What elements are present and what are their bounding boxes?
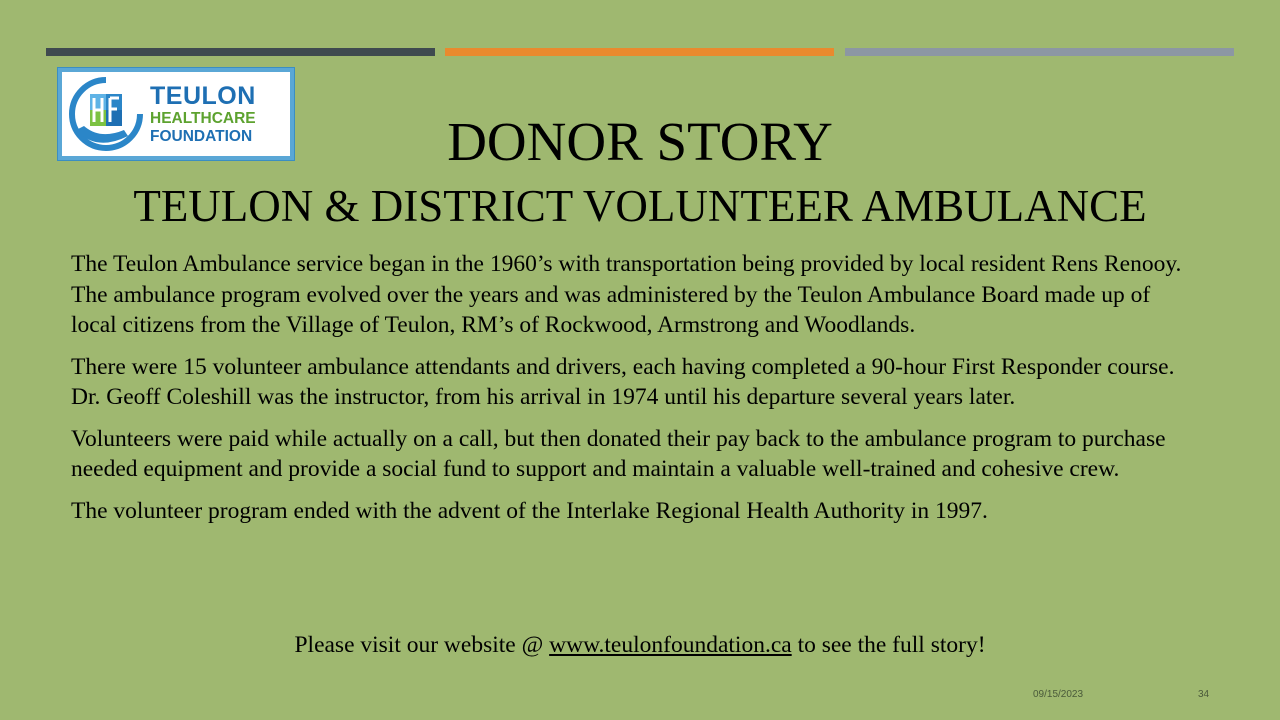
story-paragraph: The Teulon Ambulance service began in the 1960’s with transportation being provided by local resident Rens Renooy. The ambulance program evolved over the years and was administered by the Teulon Ambulance Board made up of local citizens from the Village of Teulon, RM’s of Rockwood, Armstrong and Woodlands. xyxy=(71,251,1182,338)
story-paragraph: Volunteers were paid while actually on a call, but then donated their pay back to the ambulance program to purchase needed equipment and provide a social fund to support and maintain a valuable well-trained and cohesive crew. xyxy=(71,425,1166,482)
slide-subtitle: TEULON & DISTRICT VOLUNTEER AMBULANCE xyxy=(133,181,1147,231)
slide-number: 34 xyxy=(1198,689,1210,700)
visit-prefix: Please visit our website @ xyxy=(294,632,550,658)
story-paragraph: The volunteer program ended with the advent of the Interlake Regional Health Authority in 1997. xyxy=(71,497,988,524)
logo-line-foundation: FOUNDATION xyxy=(150,127,253,145)
website-link[interactable]: www.teulonfoundation.ca xyxy=(549,632,792,658)
slide-title: DONOR STORY xyxy=(447,111,833,172)
visit-suffix: to see the full story! xyxy=(791,632,986,658)
visit-line xyxy=(0,630,1280,660)
accent-bar-gray xyxy=(845,48,1234,56)
story-body xyxy=(71,249,1196,537)
accent-bar-dark xyxy=(46,48,435,56)
slide-date: 09/15/2023 xyxy=(1033,689,1084,700)
accent-bar-orange xyxy=(445,48,834,56)
story-paragraph: There were 15 volunteer ambulance attendants and drivers, each having completed a 90-hour First Responder course. Dr. Geoff Coleshill was the instructor, from his arrival in 1974 until his departure several years later. xyxy=(71,353,1175,410)
logo-line-teulon: TEULON xyxy=(150,82,256,110)
logo-line-healthcare: HEALTHCARE xyxy=(150,110,256,127)
